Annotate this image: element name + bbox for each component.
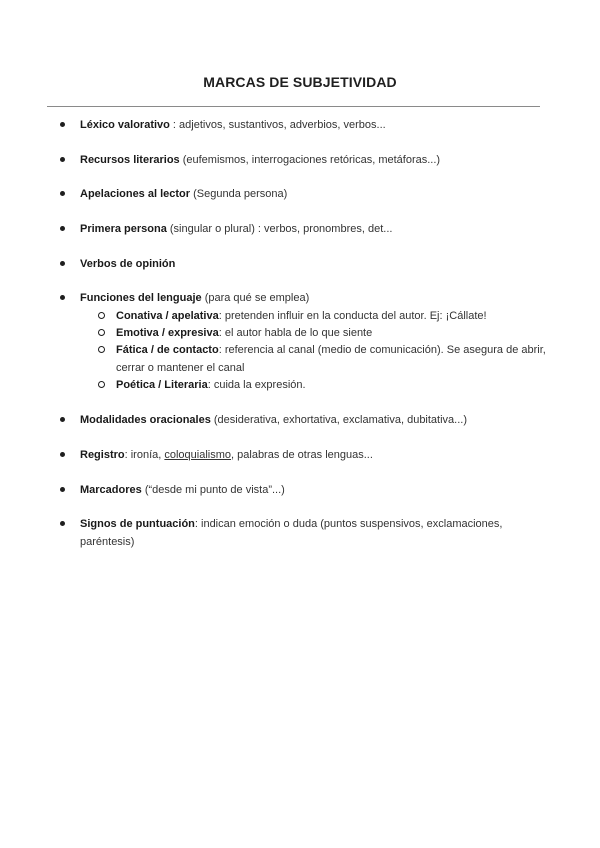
bullet-icon (60, 417, 65, 422)
list-item: Marcadores (“desde mi punto de vista”...) (80, 481, 520, 499)
list-item: Funciones del lenguaje (para qué se emplea) (80, 289, 520, 307)
sub-list-item: Poética / Literaria: cuida la expresión. (116, 376, 546, 394)
circle-bullet-icon (98, 346, 105, 353)
bullet-icon (60, 226, 65, 231)
bullet-icon (60, 261, 65, 266)
page-title: MARCAS DE SUBJETIVIDAD (203, 74, 397, 90)
list-item: Modalidades oracionales (desiderativa, exhortativa, exclamativa, dubitativa...) (80, 411, 520, 429)
circle-bullet-icon (98, 381, 105, 388)
title-divider (47, 106, 540, 107)
circle-bullet-icon (98, 312, 105, 319)
list-item: Recursos literarios (eufemismos, interrogaciones retóricas, metáforas...) (80, 151, 520, 169)
list-item: Léxico valorativo : adjetivos, sustantivos, adverbios, verbos... (80, 116, 520, 134)
list-item: Registro: ironía, coloquialismo, palabras de otras lenguas... (80, 446, 520, 464)
sub-list-item: Fática / de contacto: referencia al canal (medio de comunicación). Se asegura de abrir, cerrar o mantener el canal (116, 341, 546, 377)
bullet-icon (60, 521, 65, 526)
bullet-icon (60, 487, 65, 492)
list-item: Signos de puntuación: indican emoción o duda (puntos suspensivos, exclamaciones, paréntesis) (80, 515, 520, 551)
list-item: Apelaciones al lector (Segunda persona) (80, 185, 520, 203)
sub-list-item: Emotiva / expresiva: el autor habla de lo que siente (116, 324, 546, 342)
circle-bullet-icon (98, 329, 105, 336)
bullet-icon (60, 452, 65, 457)
list-item: Verbos de opinión (80, 255, 520, 273)
bullet-icon (60, 157, 65, 162)
bullet-icon (60, 122, 65, 127)
list-item: Primera persona (singular o plural) : verbos, pronombres, det... (80, 220, 520, 238)
bullet-icon (60, 191, 65, 196)
sub-list-item: Conativa / apelativa: pretenden influir en la conducta del autor. Ej: ¡Cállate! (116, 307, 546, 325)
underlined-word: coloquialismo (164, 449, 232, 461)
bullet-icon (60, 295, 65, 300)
